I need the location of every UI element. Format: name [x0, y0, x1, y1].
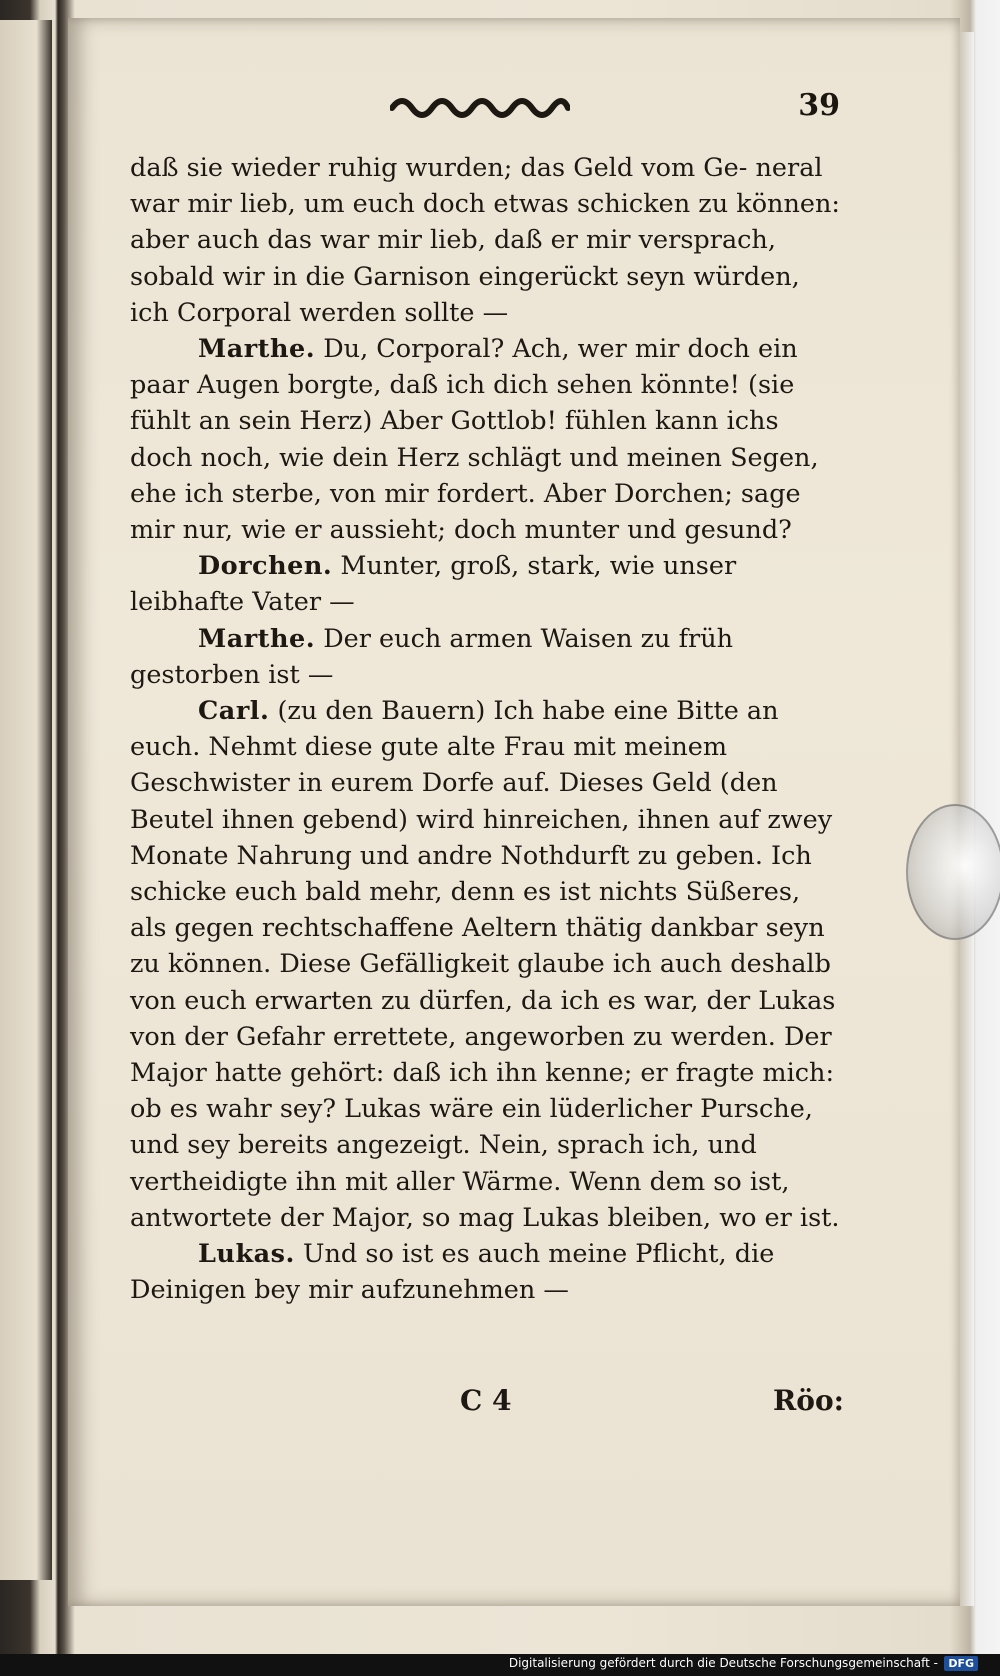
glass-page-clip: [906, 804, 1000, 940]
dialogue-line-lukas: [130, 1236, 844, 1308]
text-line: daß sie wieder ruhig wurden; das Geld vom Ge-: [130, 153, 748, 183]
speaker-name: Marthe.: [198, 623, 316, 654]
opening-paragraph: [130, 150, 844, 331]
text-line: neral war mir lieb, um euch doch etwas schicken zu: [130, 153, 823, 220]
speaker-name: Lukas.: [198, 1239, 295, 1270]
text-line: versprach, sobald wir in die Garnison eingerückt: [130, 225, 776, 292]
speaker-name: Marthe.: [198, 334, 316, 365]
dfg-logo-icon: DFG: [944, 1656, 978, 1671]
page-number: 39: [798, 88, 840, 123]
wavy-line-ornament-icon: [390, 88, 570, 128]
dialogue-line-marthe-2: [130, 621, 844, 693]
dialogue-text: Und so ist es auch meine Pflicht, die Deinigen bey mir aufzunehmen —: [130, 1239, 775, 1306]
dialogue-text: Du, Corporal? Ach, wer mir doch ein paar Augen borgte, daß ich dich sehen könnte! (sie fühlt an sein Herz) Aber Gottlob! fühlen kann ichs doch noch, wie dein Herz schlägt und meinen Segen, ehe ich sterbe, von mir fordert. Aber Dorchen; sage mir nur, wie er aussieht; doch munter und gesund?: [130, 334, 819, 546]
text-line: können: aber auch das war mir lieb, daß er mir: [130, 189, 841, 256]
dialogue-line-marthe: [130, 331, 844, 548]
text-line: seyn würden, ich Corporal werden sollte —: [130, 261, 800, 328]
page-body: [130, 150, 844, 1309]
facing-page-edge: [0, 20, 52, 1580]
catchword: Röo:: [773, 1384, 844, 1417]
speaker-name: Dorchen.: [198, 551, 333, 582]
dialogue-text: Munter, groß, stark, wie unser leibhafte Vater —: [130, 551, 737, 618]
signature-mark: C 4: [460, 1384, 512, 1417]
page-header: [130, 88, 840, 138]
dialogue-text: (zu den Bauern) Ich habe eine Bitte an euch. Nehmt diese gute alte Frau mit meinem Geschwister in eurem Dorfe auf. Dieses Geld (den Beutel ihnen gebend) wird hinreichen, ihnen auf zwey Monate Nahrung und andre Nothdurft zu geben. Ich schicke euch bald mehr, denn es ist nichts Süßeres, als gegen rechtschaffene Aeltern thätig dankbar seyn zu können. Diese Gefälligkeit glaube ich auch deshalb von euch erwarten zu dürfen, da ich es war, der Lukas von der Gefahr errettete, angeworben zu werden. Der Major hatte gehört: daß ich ihn kenne; er fragte mich: ob es wahr sey? Lukas wäre ein lüderlicher Pursche, und sey bereits angezeigt. Nein, sprach ich, und vertheidigte ihn mit aller Wärme. Wenn dem so ist, antwortete der Major, so mag Lukas bleiben, wo er ist.: [130, 696, 840, 1233]
funding-credit: Digitalisierung gefördert durch die Deutsche Forschungsgemeinschaft -: [508, 1656, 938, 1670]
dialogue-text: Der euch armen Waisen zu früh gestorben ist —: [130, 623, 734, 690]
dialogue-line-dorchen: [130, 548, 844, 620]
page-footer: [130, 1384, 844, 1434]
dialogue-line-carl: [130, 693, 844, 1236]
speaker-name: Carl.: [198, 696, 270, 727]
